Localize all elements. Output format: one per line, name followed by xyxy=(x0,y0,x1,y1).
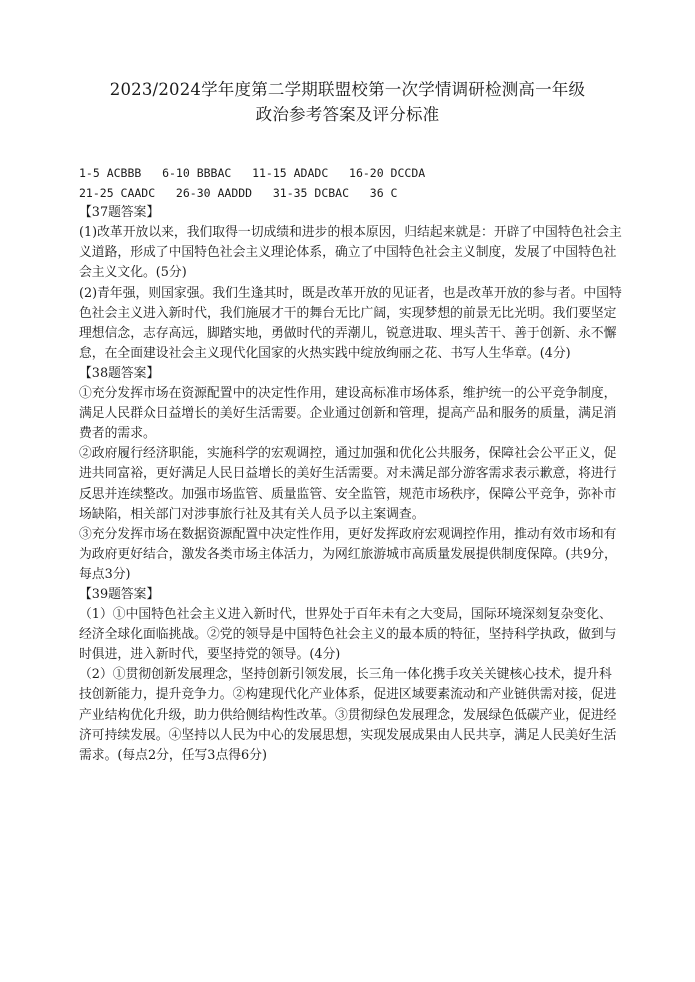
q38-point-1: ①充分发挥市场在资源配置中的决定性作用，建设高标准市场体系，维护统一的公平竞争制度，满足人民群众日益增长的美好生活需要。企业通过创新和管理，提高产品和服务的质量，满足消费者的需求。 xyxy=(79,386,617,442)
q37-header: 【37题答案】 xyxy=(79,205,160,221)
q38-point-2: ②政府履行经济职能，实施科学的宏观调控，通过加强和优化公共服务，保障社会公平正义，促进共同富裕，更好满足人民日益增长的美好生活需要。对未满足部分游客需求表示歉意，将进行反思并连续整改。加强市场监管、质量监管、安全监管，规范市场秩序，保障公平竞争，弥补市场缺陷，相关部门对涉事旅行社及其有关人员予以主案调查。 xyxy=(79,446,617,522)
q38-header: 【38题答案】 xyxy=(79,365,160,381)
mc-answers-row-1: 1-5 ACBBB 6-10 BBBAC 11-15 ADADC 16-20 DCCDA xyxy=(79,166,426,180)
q39-part-1: （1）①中国特色社会主义进入新时代，世界处于百年未有之大变局，国际环境深刻复杂变化、经济全球化面临挑战。②党的领导是中国特色社会主义的最本质的特征，坚持科学执政，做到与时俱进，进入新时代，要坚持党的领导。(4分) xyxy=(79,607,617,663)
q38-point-3: ③充分发挥市场在数据资源配置中决定性作用，更好发挥政府宏观调控作用，推动有效市场和有为政府更好结合，激发各类市场主体活力，为网红旅游城市高质量发展提供制度保障。(共9分，每点3分) xyxy=(79,526,617,582)
document-title: 2023/2024学年度第二学期联盟校第一次学情调研检测高一年级 xyxy=(109,80,586,99)
document-subtitle: 政治参考答案及评分标准 xyxy=(255,105,440,124)
q37-part-2: (2)青年强，则国家强。我们生逢其时，既是改革开放的见证者，也是改革开放的参与者。中国特色社会主义进入新时代，我们施展才干的舞台无比广阔，实现梦想的前景无比光明。我们要坚定理想信念，志存高远，脚踏实地，勇做时代的弄潮儿，锐意进取、埋头苦干、善于创新、永不懈怠，在全面建设社会主义现代化国家的火热实践中绽放绚丽之花、书写人生华章。(4分) xyxy=(79,285,622,361)
q39-part-2: （2）①贯彻创新发展理念，坚持创新引领发展，长三角一体化携手攻关关键核心技术，提升科技创新能力，提升竞争力。②构建现代化产业体系，促进区域要素流动和产业链供需对接，促进产业结构优化升级，助力供给侧结构性改革。③贯彻绿色发展理念，发展绿色低碳产业，促进经济可持续发展。④坚持以人民为中心的发展思想，实现发展成果由人民共享，满足人民美好生活需求。(每点2分，任写3点得6分) xyxy=(79,667,617,763)
answer-body xyxy=(79,163,624,766)
q37-part-1: (1)改革开放以来，我们取得一切成绩和进步的根本原因，归结起来就是：开辟了中国特色社会主义道路，形成了中国特色社会主义理论体系，确立了中国特色社会主义制度，发展了中国特色社会主义文化。(5分) xyxy=(79,225,622,281)
mc-answers-row-2: 21-25 CAADC 26-30 AADDD 31-35 DCBAC 36 C xyxy=(79,186,398,201)
q39-header: 【39题答案】 xyxy=(79,586,160,602)
